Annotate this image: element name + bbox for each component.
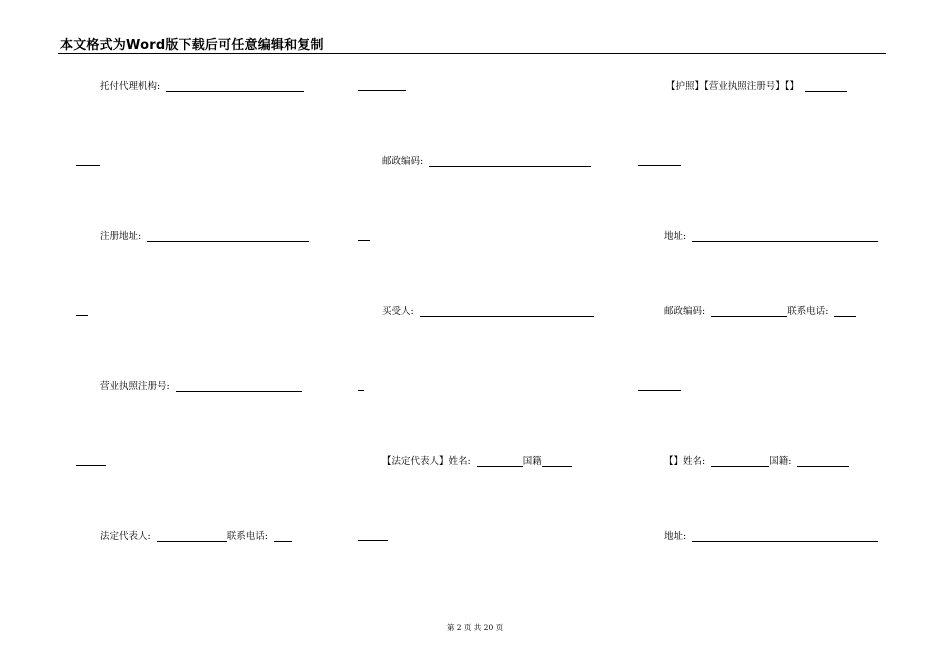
blank-line [76, 455, 106, 466]
col2-continuation-1 [358, 80, 406, 93]
passport-license-label: 【护照】【营业执照注册号】【】 [666, 81, 800, 92]
legal-rep-label: 法定代表人: [100, 531, 151, 542]
license-no-label: 营业执照注册号: [100, 381, 170, 392]
postcode-phone-line [664, 305, 856, 319]
blank-line [638, 155, 681, 166]
buyer-blank [420, 306, 594, 317]
col1-continuation-3 [76, 455, 106, 468]
legal-rep-blank [157, 531, 227, 542]
address2-blank [692, 531, 878, 542]
nationality-label: 国籍 [522, 456, 542, 467]
postcode-blank [429, 156, 591, 167]
name3-label: 【】姓名: [664, 456, 706, 467]
postcode3-label: 邮政编码: [664, 306, 706, 317]
blank-line [76, 305, 88, 316]
legal-rep-name-line [382, 455, 572, 469]
agent-org-label: 托付代理机构: [100, 81, 161, 92]
nationality3-blank [797, 456, 849, 467]
col1-continuation-1 [76, 155, 100, 168]
postcode-line [382, 155, 591, 169]
license-no-line [100, 380, 302, 394]
name3-blank [711, 456, 769, 467]
passport-license-line [666, 80, 847, 94]
phone3-label: 联系电话: [787, 306, 829, 317]
document-header-title: 本文格式为Word版下载后可任意编辑和复制 [60, 38, 324, 53]
phone3-blank [834, 306, 856, 317]
blank-line [76, 155, 100, 166]
nationality3-label: 国籍: [769, 456, 792, 467]
header-rule [58, 53, 886, 54]
address1-blank [692, 231, 878, 242]
phone-blank [274, 531, 292, 542]
legal-rep-line [100, 530, 292, 544]
page-number: 第 2 页 共 20 页 [446, 623, 504, 632]
buyer-label: 买受人: [382, 306, 414, 317]
reg-address-line [100, 230, 309, 244]
legal-rep-name-blank [477, 456, 523, 467]
phone-label: 联系电话: [226, 531, 268, 542]
legal-rep-name-label: 【法定代表人】姓名: [382, 456, 471, 467]
reg-address-blank [147, 231, 309, 242]
name-nationality-line [664, 455, 849, 469]
blank-line [358, 80, 406, 91]
col3-continuation-2 [638, 380, 681, 393]
col3-continuation-1 [638, 155, 681, 168]
nationality-blank [542, 456, 572, 467]
address1-label: 地址: [664, 231, 687, 242]
address2-line [664, 530, 878, 544]
col2-continuation-3 [358, 380, 364, 393]
address2-label: 地址: [664, 531, 687, 542]
blank-line [358, 530, 388, 541]
col2-continuation-4 [358, 530, 388, 543]
passport-license-blank [805, 81, 847, 92]
postcode3-blank [711, 306, 787, 317]
blank-line [358, 380, 364, 391]
col2-continuation-2 [358, 230, 370, 243]
agent-org-blank [166, 81, 304, 92]
address1-line [664, 230, 878, 244]
license-no-blank [176, 381, 302, 392]
col1-continuation-2 [76, 305, 88, 318]
reg-address-label: 注册地址: [100, 231, 142, 242]
blank-line [358, 230, 370, 241]
blank-line [638, 380, 681, 391]
postcode-label: 邮政编码: [382, 156, 424, 167]
agent-org-line [100, 80, 304, 94]
buyer-line [382, 305, 594, 319]
